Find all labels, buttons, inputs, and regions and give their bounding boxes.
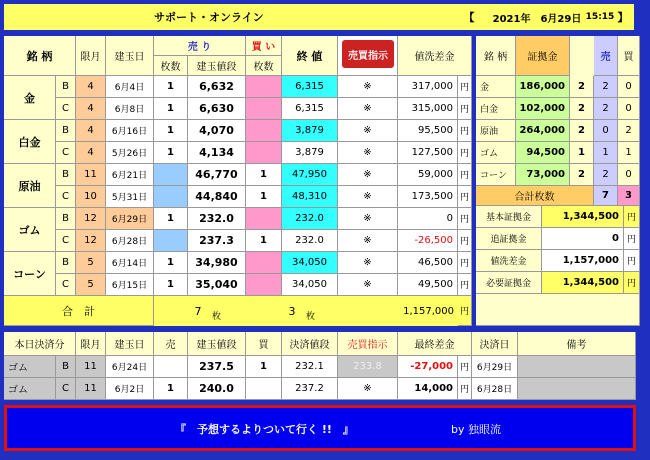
m-sell: 2 <box>594 98 618 120</box>
total-pad <box>154 296 188 326</box>
unit-cell: 円 <box>458 142 472 164</box>
col-sell-qty: 枚数 <box>154 56 188 76</box>
diff-cell: 0 <box>398 208 458 230</box>
buy-qty-cell: 1 <box>246 186 282 208</box>
close-cell: 34,050 <box>282 274 338 296</box>
date-cell: 5月31日 <box>106 186 154 208</box>
m-total: 1 <box>570 142 594 164</box>
diff-cell: 49,500 <box>398 274 458 296</box>
m-name: ゴム <box>476 142 516 164</box>
s-sell <box>154 356 188 378</box>
side-label: B <box>56 208 76 230</box>
m-name: 原油 <box>476 120 516 142</box>
buy-qty-cell: 1 <box>246 230 282 252</box>
diff-cell: 127,500 <box>398 142 458 164</box>
entry-price-cell: 4,134 <box>188 142 246 164</box>
date-cell: 6月16日 <box>106 120 154 142</box>
unit-cell: 円 <box>458 164 472 186</box>
side-label: C <box>56 274 76 296</box>
s-side: C <box>56 378 76 400</box>
s-note <box>518 356 636 378</box>
s-col-settle: 決済値段 <box>282 332 338 356</box>
close-cell: 3,879 <box>282 142 338 164</box>
s-side: B <box>56 356 76 378</box>
signal-cell: ※ <box>338 142 398 164</box>
s-col-settle_date: 決済日 <box>472 332 518 356</box>
s-unit: 円 <box>458 378 472 400</box>
signal-cell: ※ <box>338 120 398 142</box>
s-col-sell: 売 <box>154 332 188 356</box>
s-entry: 237.5 <box>188 356 246 378</box>
m-buy: 2 <box>618 120 640 142</box>
diff-cell: 95,500 <box>398 120 458 142</box>
buy-qty-cell <box>246 208 282 230</box>
col-sell: 売 り <box>154 36 246 56</box>
summary-value: 1,344,500 <box>542 206 624 228</box>
m-col-total <box>570 36 594 76</box>
signal-button[interactable]: 売買指示 <box>342 40 394 68</box>
s-name: ゴム <box>4 378 56 400</box>
buy-qty-cell: 1 <box>246 164 282 186</box>
month-cell: 4 <box>76 120 106 142</box>
group-name: 白金 <box>4 120 56 164</box>
side-label: B <box>56 120 76 142</box>
date-cell: 6月4日 <box>106 76 154 98</box>
signal-cell: ※ <box>338 274 398 296</box>
m-sell: 1 <box>594 142 618 164</box>
summary-label: 基本証拠金 <box>476 206 542 228</box>
entry-price-cell: 6,630 <box>188 98 246 120</box>
s-buy <box>246 378 282 400</box>
summary-blank <box>476 294 640 326</box>
close-cell: 6,315 <box>282 76 338 98</box>
slogan-banner <box>4 405 636 451</box>
col-entry-price: 建玉値段 <box>188 56 246 76</box>
group-name: 金 <box>4 76 56 120</box>
entry-price-cell: 44,840 <box>188 186 246 208</box>
entry-price-cell: 35,040 <box>188 274 246 296</box>
signal-cell: ※ <box>338 208 398 230</box>
close-cell: 34,050 <box>282 252 338 274</box>
diff-cell: 173,500 <box>398 186 458 208</box>
entry-price-cell: 46,770 <box>188 164 246 186</box>
date-cell: 6月21日 <box>106 164 154 186</box>
entry-price-cell: 34,980 <box>188 252 246 274</box>
sell-qty-cell <box>154 186 188 208</box>
entry-price-cell: 237.3 <box>188 230 246 252</box>
month-cell: 5 <box>76 252 106 274</box>
s-col-pl: 最終差金 <box>398 332 472 356</box>
s-sell: 1 <box>154 378 188 400</box>
total-diff: 1,157,000 <box>398 296 458 326</box>
summary-label: 必要証拠金 <box>476 272 542 294</box>
m-total: 2 <box>570 120 594 142</box>
buy-qty-cell <box>246 142 282 164</box>
m-col-name: 銘 柄 <box>476 36 516 76</box>
summary-label: 追証拠金 <box>476 228 542 250</box>
s-col-buy: 買 <box>246 332 282 356</box>
month-cell: 12 <box>76 230 106 252</box>
s-col-month: 限月 <box>76 332 106 356</box>
entry-price-cell: 232.0 <box>188 208 246 230</box>
sell-qty-cell <box>154 230 188 252</box>
signal-cell: ※ <box>338 98 398 120</box>
sell-qty-cell <box>154 164 188 186</box>
side-label: B <box>56 252 76 274</box>
buy-qty-cell <box>246 76 282 98</box>
sell-qty-cell: 1 <box>154 252 188 274</box>
signal-cell: ※ <box>338 76 398 98</box>
col-month: 限月 <box>76 36 106 76</box>
side-label: B <box>56 164 76 186</box>
s-date: 6月2日 <box>106 378 154 400</box>
m-margin: 94,500 <box>516 142 570 164</box>
buy-qty-cell <box>246 252 282 274</box>
sell-qty-cell: 1 <box>154 208 188 230</box>
month-cell: 5 <box>76 274 106 296</box>
side-label: C <box>56 230 76 252</box>
close-cell: 48,310 <box>282 186 338 208</box>
diff-cell: 315,000 <box>398 98 458 120</box>
sell-qty-cell: 1 <box>154 120 188 142</box>
signal-cell: ※ <box>338 164 398 186</box>
m-col-buy: 買 <box>618 36 640 76</box>
total-buy-unit: 枚 <box>302 296 398 326</box>
close-cell: 6,315 <box>282 98 338 120</box>
summary-value: 1,157,000 <box>542 250 624 272</box>
s-name: ゴム <box>4 356 56 378</box>
s-col-note: 備考 <box>518 332 636 356</box>
total-label: 合 計 <box>4 296 154 326</box>
m-count-label: 合計枚数 <box>476 186 594 206</box>
bracket-close: 】 <box>614 4 632 30</box>
m-total: 2 <box>570 164 594 186</box>
app-title: サポート・オンライン <box>4 4 334 30</box>
s-unit: 円 <box>458 356 472 378</box>
date-cell: 6月28日 <box>106 230 154 252</box>
side-label: C <box>56 98 76 120</box>
s-settle: 232.1 <box>282 356 338 378</box>
m-col-margin: 証拠金 <box>516 36 570 76</box>
m-col-sell: 売 <box>594 36 618 76</box>
group-name: 原油 <box>4 164 56 208</box>
s-settle-date: 6月29日 <box>472 356 518 378</box>
m-sell: 0 <box>594 120 618 142</box>
diff-cell: -26,500 <box>398 230 458 252</box>
diff-cell: 46,500 <box>398 252 458 274</box>
s-month: 11 <box>76 356 106 378</box>
unit-cell: 円 <box>458 208 472 230</box>
col-close: 終 値 <box>282 36 338 76</box>
unit-cell: 円 <box>458 76 472 98</box>
s-date: 6月24日 <box>106 356 154 378</box>
sell-qty-cell: 1 <box>154 98 188 120</box>
s-pl: 14,000 <box>398 378 458 400</box>
diff-cell: 317,000 <box>398 76 458 98</box>
col-name: 銘 柄 <box>4 36 76 76</box>
month-cell: 4 <box>76 98 106 120</box>
col-date: 建玉日 <box>106 36 154 76</box>
close-cell: 232.0 <box>282 208 338 230</box>
unit-cell: 円 <box>458 252 472 274</box>
close-cell: 47,950 <box>282 164 338 186</box>
diff-cell: 59,000 <box>398 164 458 186</box>
date-cell: 6月8日 <box>106 98 154 120</box>
m-name: 金 <box>476 76 516 98</box>
close-cell: 3,879 <box>282 120 338 142</box>
col-buy-qty: 枚数 <box>246 56 282 76</box>
total-buy-qty: 3 <box>282 296 302 326</box>
signal-cell: ※ <box>338 186 398 208</box>
month-cell: 12 <box>76 208 106 230</box>
buy-qty-cell <box>246 98 282 120</box>
unit-cell: 円 <box>458 230 472 252</box>
s-col-entry: 建玉値段 <box>188 332 246 356</box>
close-cell: 232.0 <box>282 230 338 252</box>
s-buy: 1 <box>246 356 282 378</box>
unit-cell: 円 <box>458 274 472 296</box>
summary-value: 1,344,500 <box>542 272 624 294</box>
total-sell-unit: 枚 <box>208 296 282 326</box>
m-sell: 2 <box>594 164 618 186</box>
m-name: 白金 <box>476 98 516 120</box>
side-label: C <box>56 186 76 208</box>
m-buy: 1 <box>618 142 640 164</box>
date-cell: 6月14日 <box>106 252 154 274</box>
side-label: C <box>56 142 76 164</box>
date-cell: 6月29日 <box>106 208 154 230</box>
summary-unit: 円 <box>624 206 640 228</box>
m-buy: 0 <box>618 76 640 98</box>
summary-value: 0 <box>542 228 624 250</box>
m-margin: 264,000 <box>516 120 570 142</box>
s-pl: -27,000 <box>398 356 458 378</box>
header-date: 2021年 6月29日 <box>492 4 582 30</box>
group-name: ゴム <box>4 208 56 252</box>
date-cell: 6月15日 <box>106 274 154 296</box>
buy-qty-cell <box>246 274 282 296</box>
summary-label: 値洗差金 <box>476 250 542 272</box>
buy-qty-cell <box>246 120 282 142</box>
m-buy: 0 <box>618 164 640 186</box>
entry-price-cell: 4,070 <box>188 120 246 142</box>
header-time: 15:15 <box>586 4 614 30</box>
s-settle-date: 6月28日 <box>472 378 518 400</box>
signal-cell: ※ <box>338 230 398 252</box>
month-cell: 4 <box>76 76 106 98</box>
signal-cell: ※ <box>338 252 398 274</box>
s-col-name: 本日決済分 <box>4 332 76 356</box>
m-buy: 0 <box>618 98 640 120</box>
sell-qty-cell: 1 <box>154 274 188 296</box>
s-settle: 237.2 <box>282 378 338 400</box>
side-label: B <box>56 76 76 98</box>
s-month: 11 <box>76 378 106 400</box>
s-note <box>518 378 636 400</box>
sell-qty-cell: 1 <box>154 142 188 164</box>
m-margin: 73,000 <box>516 164 570 186</box>
summary-unit: 円 <box>624 272 640 294</box>
group-name: コーン <box>4 252 56 296</box>
m-sell: 2 <box>594 76 618 98</box>
bracket-open: 【 <box>462 4 476 30</box>
total-sell-qty: 7 <box>188 296 208 326</box>
date-cell: 5月26日 <box>106 142 154 164</box>
unit-cell: 円 <box>458 120 472 142</box>
s-col-signal: 売買指示 <box>338 332 398 356</box>
s-entry: 240.0 <box>188 378 246 400</box>
m-count-buy: 3 <box>618 186 640 206</box>
summary-unit: 円 <box>624 228 640 250</box>
author-text: by 独眼流 <box>451 423 501 436</box>
unit-cell: 円 <box>458 98 472 120</box>
col-buy: 買 い <box>246 36 282 56</box>
unit-cell: 円 <box>458 186 472 208</box>
m-count-sell: 7 <box>594 186 618 206</box>
sell-qty-cell: 1 <box>154 76 188 98</box>
m-total: 2 <box>570 98 594 120</box>
month-cell: 11 <box>76 164 106 186</box>
s-signal: 233.8 <box>338 356 398 378</box>
m-total: 2 <box>570 76 594 98</box>
col-diff: 値洗差金 <box>398 36 472 76</box>
entry-price-cell: 6,632 <box>188 76 246 98</box>
slogan-text: 『 予想するよりついて行く !! 』 <box>175 423 354 436</box>
total-unit: 円 <box>458 296 472 326</box>
m-margin: 186,000 <box>516 76 570 98</box>
month-cell: 4 <box>76 142 106 164</box>
m-name: コーン <box>476 164 516 186</box>
m-margin: 102,000 <box>516 98 570 120</box>
month-cell: 10 <box>76 186 106 208</box>
s-col-date: 建玉日 <box>106 332 154 356</box>
s-signal: ※ <box>338 378 398 400</box>
summary-unit: 円 <box>624 250 640 272</box>
